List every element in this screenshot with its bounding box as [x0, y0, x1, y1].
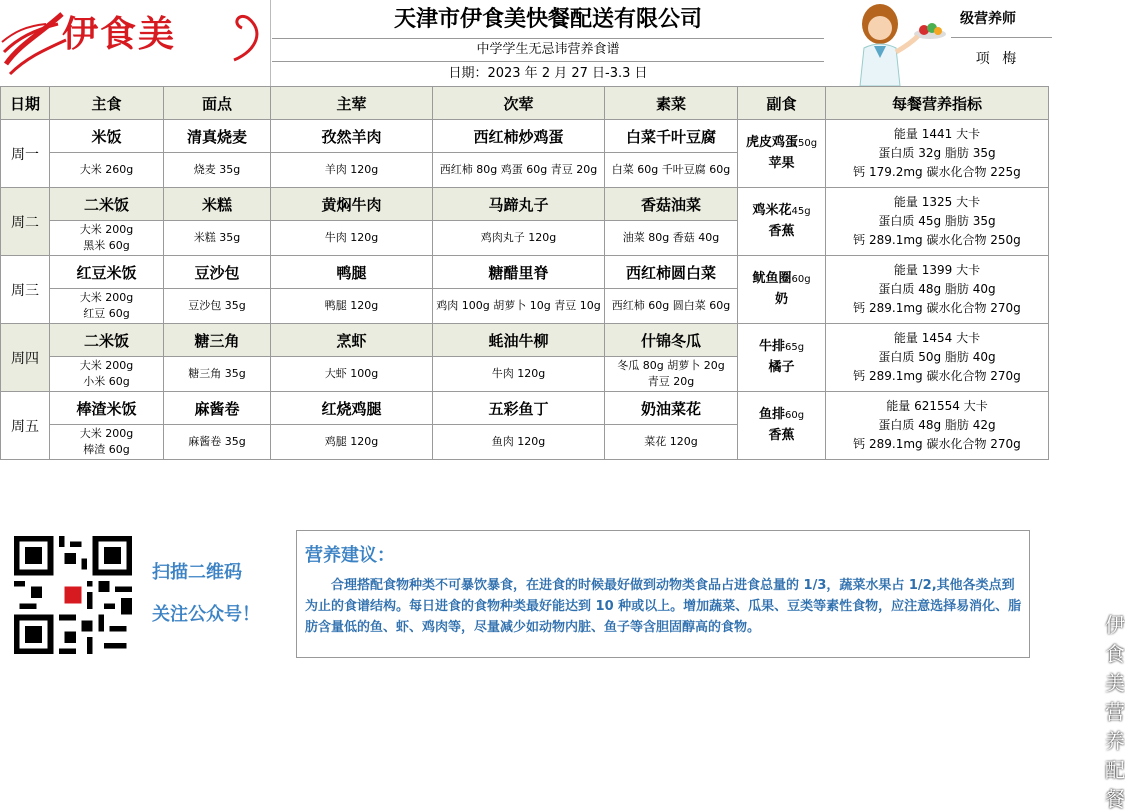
second-meat-dish: 糖醋里脊 — [433, 256, 605, 289]
pastry-ingredients: 麻酱卷 35g — [164, 425, 271, 460]
main-meat-ingredients: 鸡腿 120g — [271, 425, 433, 460]
side-cell — [738, 188, 826, 256]
pastry-dish: 清真烧麦 — [164, 120, 271, 153]
side-quantity: 65g — [784, 342, 805, 353]
menu-table — [0, 86, 1049, 460]
divider — [951, 37, 1052, 38]
logo-flourish-icon — [228, 10, 268, 70]
staple-ingredients — [50, 289, 164, 324]
table-row — [1, 256, 1049, 289]
main-meat-dish: 孜然羊肉 — [271, 120, 433, 153]
column-header: 素菜 — [605, 87, 738, 120]
energy: 能量 1441 大卡 — [893, 127, 981, 141]
calcium-carb: 钙 289.1mg 碳水化合物 270g — [853, 369, 1021, 383]
protein-fat: 蛋白质 32g 脂肪 35g — [878, 146, 996, 160]
vegetable-dish: 香菇油菜 — [605, 188, 738, 221]
second-meat-ingredients: 鱼肉 120g — [433, 425, 605, 460]
vegetable-dish: 白菜千叶豆腐 — [605, 120, 738, 153]
ingredient: 小米 60g — [83, 375, 130, 388]
table-row — [1, 392, 1049, 425]
vegetable-ingredients — [605, 357, 738, 392]
main-meat-dish: 红烧鸡腿 — [271, 392, 433, 425]
pastry-ingredients: 豆沙包 35g — [164, 289, 271, 324]
pastry-dish: 糖三角 — [164, 324, 271, 357]
side-quantity: 45g — [791, 206, 811, 217]
ingredient: 大米 260g — [79, 163, 134, 176]
staple-dish: 二米饭 — [50, 188, 164, 221]
vegetable-ingredients — [605, 425, 738, 460]
staple-dish: 米饭 — [50, 120, 164, 153]
second-meat-dish: 蚝油牛柳 — [433, 324, 605, 357]
table-header-row — [1, 87, 1049, 120]
protein-fat: 蛋白质 48g 脂肪 42g — [878, 418, 996, 432]
energy: 能量 1325 大卡 — [893, 195, 981, 209]
advice-text: 合理搭配食物种类不可暴饮暴食，在进食的时候最好做到动物类食品占进食总量的 1/3，蔬菜水果占 1/2,其他各类点到为止的食谱结构。每日进食的食物种类最好能达到 10 种或以上。增加蔬菜、瓜果、豆类等素性食物，应注意选择易消化、脂肪含量低的鱼、虾、鸡肉等，尽量减少如动物内脏、鱼子等含胆固醇高的食物。 — [305, 578, 1022, 635]
main-meat-ingredients: 鸭腿 120g — [271, 289, 433, 324]
second-meat-dish: 马蹄丸子 — [433, 188, 605, 221]
pastry-ingredients: 米糕 35g — [164, 221, 271, 256]
main-meat-dish: 烹虾 — [271, 324, 433, 357]
calcium-carb: 钙 289.1mg 碳水化合物 270g — [853, 301, 1021, 315]
ingredient: 油菜 80g 香菇 40g — [622, 231, 720, 244]
energy: 能量 1399 大卡 — [893, 263, 981, 277]
pastry-ingredients: 烧麦 35g — [164, 153, 271, 188]
side-item: 牛排 — [758, 339, 785, 354]
day-cell: 周二 — [1, 188, 50, 256]
menu-subtitle: 中学学生无忌讳营养食谱 — [272, 39, 824, 62]
column-header: 面点 — [164, 87, 271, 120]
menu-date: 日期：2023 年 2 月 27 日-3.3 日 — [448, 66, 648, 81]
side-quantity: 60g — [784, 410, 805, 421]
nutritionist-panel — [826, 0, 1052, 86]
second-meat-ingredients: 鸡肉丸子 120g — [433, 221, 605, 256]
calcium-carb: 钙 289.1mg 碳水化合物 250g — [853, 233, 1021, 247]
side-fruit: 橘子 — [768, 360, 795, 375]
nutritionist-avatar-icon — [830, 0, 950, 86]
company-title: 天津市伊食美快餐配送有限公司 — [272, 0, 824, 39]
ingredient: 大米 200g — [79, 223, 134, 236]
nutritionist-role: 级营养师 — [960, 11, 1016, 27]
staple-ingredients — [50, 357, 164, 392]
title-block — [272, 0, 824, 86]
nutritionist-name: 项 梅 — [975, 51, 1021, 67]
ingredient: 菜花 120g — [644, 435, 698, 448]
staple-dish: 二米饭 — [50, 324, 164, 357]
side-cell — [738, 392, 826, 460]
energy: 能量 621554 大卡 — [886, 399, 988, 413]
staple-dish: 棒渣米饭 — [50, 392, 164, 425]
column-header: 次荤 — [433, 87, 605, 120]
side-item: 鱿鱼圈 — [752, 271, 792, 286]
column-header: 主荤 — [271, 87, 433, 120]
side-quantity: 60g — [791, 274, 811, 285]
main-meat-ingredients: 羊肉 120g — [271, 153, 433, 188]
second-meat-dish: 五彩鱼丁 — [433, 392, 605, 425]
day-cell: 周五 — [1, 392, 50, 460]
second-meat-dish: 西红柿炒鸡蛋 — [433, 120, 605, 153]
vegetable-ingredients — [605, 153, 738, 188]
advice-title: 营养建议： — [305, 545, 395, 566]
nutrition-cell — [826, 256, 1049, 324]
protein-fat: 蛋白质 48g 脂肪 40g — [878, 282, 996, 296]
side-fruit: 香蕉 — [768, 224, 795, 239]
protein-fat: 蛋白质 45g 脂肪 35g — [878, 214, 996, 228]
qr-code-icon[interactable] — [14, 536, 132, 654]
ingredient: 冬瓜 80g 胡萝卜 20g — [617, 359, 725, 372]
company-logo — [0, 0, 271, 86]
staple-ingredients — [50, 425, 164, 460]
nutrition-advice-box — [296, 530, 1125, 811]
nutrition-cell — [826, 324, 1049, 392]
footer — [0, 528, 1125, 811]
energy: 能量 1454 大卡 — [893, 331, 981, 345]
staple-ingredients — [50, 221, 164, 256]
table-row — [1, 324, 1049, 357]
nutrition-cell — [826, 120, 1049, 188]
calcium-carb: 钙 289.1mg 碳水化合物 270g — [853, 437, 1021, 451]
side-item: 鸡米花 — [752, 203, 792, 218]
main-meat-ingredients: 牛肉 120g — [271, 221, 433, 256]
ingredient: 西红柿 60g 圆白菜 60g — [611, 299, 731, 312]
pastry-dish: 米糕 — [164, 188, 271, 221]
staple-ingredients — [50, 153, 164, 188]
day-cell: 周四 — [1, 324, 50, 392]
main-meat-dish: 鸭腿 — [271, 256, 433, 289]
side-cell — [738, 256, 826, 324]
logo-swirl-icon — [0, 4, 70, 84]
staple-dish: 红豆米饭 — [50, 256, 164, 289]
side-fruit: 香蕉 — [768, 428, 795, 443]
ingredient: 黑米 60g — [83, 239, 130, 252]
pastry-dish: 豆沙包 — [164, 256, 271, 289]
main-meat-dish: 黄焖牛肉 — [271, 188, 433, 221]
ingredient: 大米 200g — [79, 427, 134, 440]
pastry-dish: 麻酱卷 — [164, 392, 271, 425]
day-cell: 周一 — [1, 120, 50, 188]
protein-fat: 蛋白质 50g 脂肪 40g — [878, 350, 996, 364]
ingredient: 大米 200g — [79, 291, 134, 304]
follow-account-label: 关注公众号！ — [152, 604, 260, 625]
header — [0, 0, 1052, 88]
side-quantity: 50g — [797, 138, 818, 149]
second-meat-ingredients: 牛肉 120g — [433, 357, 605, 392]
side-cell — [738, 324, 826, 392]
column-header: 每餐营养指标 — [826, 87, 1049, 120]
main-meat-ingredients: 大虾 100g — [271, 357, 433, 392]
pastry-ingredients: 糖三角 35g — [164, 357, 271, 392]
ingredient: 青豆 20g — [647, 375, 695, 388]
scan-qr-label: 扫描二维码 — [152, 562, 242, 583]
table-row — [1, 188, 1049, 221]
side-cell — [738, 120, 826, 188]
column-header: 日期 — [1, 87, 50, 120]
side-item: 鱼排 — [758, 407, 785, 422]
second-meat-ingredients: 鸡肉 100g 胡萝卜 10g 青豆 10g — [433, 289, 605, 324]
day-cell: 周三 — [1, 256, 50, 324]
nutrition-cell — [826, 392, 1049, 460]
ingredient: 红豆 60g — [83, 307, 130, 320]
side-item: 虎皮鸡蛋 — [745, 135, 798, 150]
vegetable-dish: 什锦冬瓜 — [605, 324, 738, 357]
watermark: 伊食美营养配餐 — [1105, 613, 1125, 811]
nutrition-cell — [826, 188, 1049, 256]
ingredient: 白菜 60g 千叶豆腐 60g — [611, 163, 731, 176]
calcium-carb: 钙 179.2mg 碳水化合物 225g — [853, 165, 1021, 179]
second-meat-ingredients: 西红柿 80g 鸡蛋 60g 青豆 20g — [433, 153, 605, 188]
side-fruit: 苹果 — [768, 156, 795, 171]
vegetable-ingredients — [605, 289, 738, 324]
vegetable-ingredients — [605, 221, 738, 256]
column-header: 副食 — [738, 87, 826, 120]
ingredient: 棒渣 60g — [83, 443, 130, 456]
ingredient: 大米 200g — [79, 359, 134, 372]
vegetable-dish: 奶油菜花 — [605, 392, 738, 425]
side-fruit: 奶 — [774, 292, 788, 307]
vegetable-dish: 西红柿圆白菜 — [605, 256, 738, 289]
table-row — [1, 120, 1049, 153]
column-header: 主食 — [50, 87, 164, 120]
logo-text: 伊食美 — [62, 13, 177, 55]
